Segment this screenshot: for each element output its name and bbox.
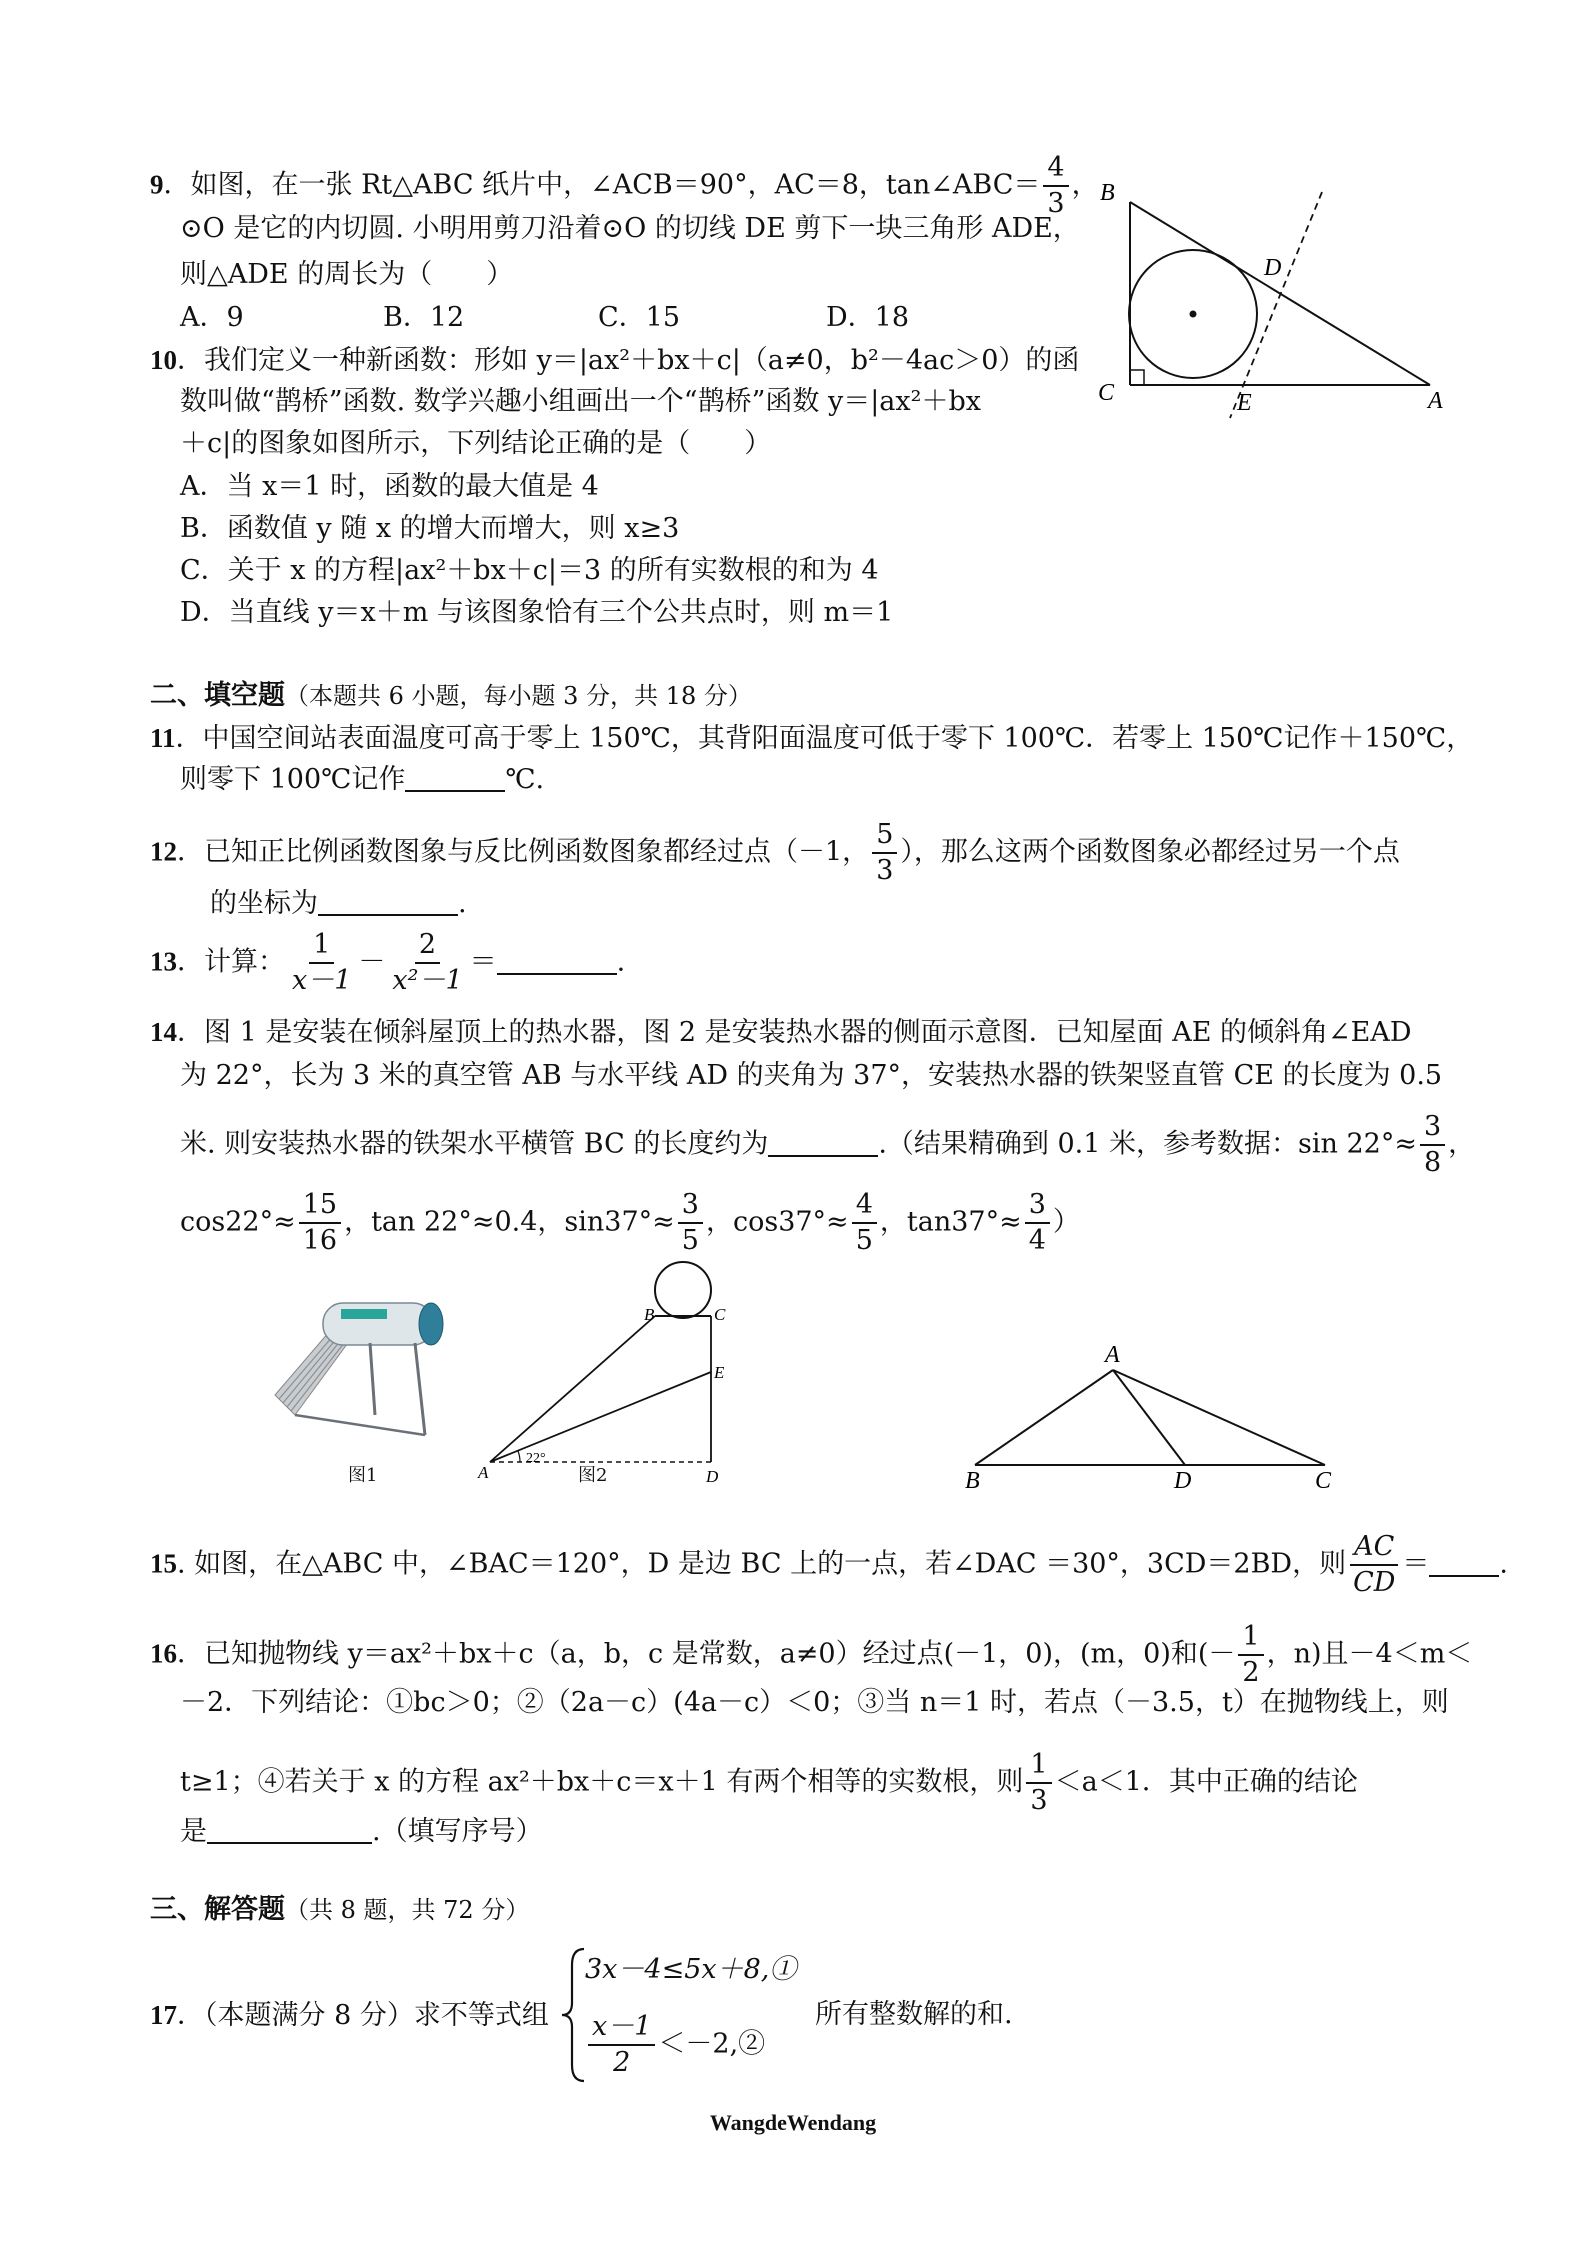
center-o: [1190, 311, 1197, 318]
q9-triangle-figure: [1090, 170, 1470, 420]
q10-option-c: C．关于 x 的方程|ax²＋bx＋c|＝3 的所有实数根的和为 4: [180, 555, 879, 586]
fraction: [852, 1188, 877, 1258]
fraction: [588, 2010, 655, 2080]
angle-arc: [518, 1451, 520, 1462]
question-number: 17: [150, 2000, 177, 2030]
q16-text: 是: [180, 1816, 207, 1847]
q15-text: .: [1499, 1548, 1508, 1580]
fraction-numerator: 3: [1025, 1188, 1050, 1224]
fig1-caption: 图1: [348, 1465, 378, 1486]
q9-text: ．如图，在一张 Rt△ABC 纸片中，∠ACB＝90°，AC＝8，tan∠ABC＝: [163, 169, 1041, 201]
q16-text: ＜a＜1．其中正确的结论: [1054, 1766, 1358, 1798]
fraction-numerator: 15: [299, 1188, 341, 1224]
fraction-denominator: x－1: [292, 965, 352, 996]
q14-text: cos22°≈: [180, 1206, 296, 1238]
q15-text: . 如图，在△ABC 中，∠BAC＝120°，D 是边 BC 上的一点，若∠DAC ＝30°，3CD＝2BD，则: [177, 1548, 1347, 1580]
fraction-numerator: 5: [872, 818, 897, 854]
fraction-numerator: 1: [1026, 1748, 1051, 1784]
q10-line2: 数叫做“鹊桥”函数. 数学兴趣小组画出一个“鹊桥”函数 y＝|ax²＋bx: [180, 386, 981, 417]
q16-text: t≥1；④若关于 x 的方程 ax²＋bx＋c＝x＋1 有两个相等的实数根，则: [180, 1766, 1024, 1798]
q11-line1: [150, 718, 1473, 759]
q12-line2: [210, 884, 467, 924]
q9-line2: ⊙O 是它的内切圆. 小明用剪刀沿着⊙O 的切线 DE 剪下一块三角形 ADE，: [180, 213, 1080, 244]
q14-text: ．图 1 是安装在倾斜屋顶上的热水器，图 2 是安装热水器的侧面示意图．已知屋面 AE 的倾斜角∠EAD: [177, 1017, 1412, 1048]
side-ab: [975, 1370, 1113, 1465]
segment-ad: [1113, 1370, 1185, 1465]
q13-text: .: [616, 946, 626, 978]
fraction-denominator: 16: [302, 1225, 338, 1256]
fraction-numerator: AC: [1350, 1530, 1398, 1566]
question-number: 12: [150, 836, 177, 867]
question-number: 11: [150, 723, 176, 753]
answer-blank[interactable]: [207, 1816, 372, 1844]
q15-line: [150, 1530, 1508, 1600]
question-number: 16: [150, 1638, 177, 1669]
q11-text: ℃.: [505, 764, 545, 795]
inequality-rest: ＜－2,②: [658, 2028, 766, 2060]
q15-triangle-figure: [960, 1340, 1340, 1490]
q12-text: .: [458, 888, 467, 919]
label-a: A: [1105, 1342, 1120, 1368]
question-number: 9: [150, 169, 164, 200]
q9-option-c: C．15: [598, 302, 681, 333]
fraction-denominator: x²－1: [392, 965, 463, 996]
fraction: [1420, 1110, 1445, 1180]
label-d: D: [1264, 255, 1282, 281]
fraction: [299, 1188, 341, 1258]
q10-option-b: B．函数值 y 随 x 的增大而增大，则 x≥3: [180, 513, 680, 544]
page-footer: WangdeWendang: [709, 2110, 877, 2135]
q14-line1: [150, 1012, 1412, 1053]
fraction-denominator: 5: [681, 1225, 699, 1256]
fraction: [1349, 1530, 1399, 1600]
fraction-denominator: CD: [1353, 1567, 1396, 1598]
section-2-heading: [150, 676, 752, 716]
inequality-1: 3x－4≤5x＋8,①: [585, 1954, 797, 1985]
question-number: 10: [150, 345, 177, 375]
q14-text: ，: [1448, 1128, 1476, 1160]
side-ac: [1113, 1370, 1325, 1465]
fraction-numerator: 3: [1420, 1110, 1445, 1146]
answer-blank[interactable]: [405, 764, 505, 792]
answer-blank[interactable]: [1429, 1549, 1499, 1577]
label-a: A: [1428, 388, 1443, 414]
q17-post: 所有整数解的和.: [815, 1999, 1013, 2030]
q16-line2: －2．下列结论：①bc＞0；②（2a－c）(4a－c）＜0；③当 n＝1 时，若点（－3.5，t）在抛物线上，则: [180, 1687, 1449, 1718]
fraction-denominator: 8: [1423, 1147, 1442, 1178]
q12-text: 的坐标为: [210, 888, 318, 919]
section-title: 二、填空题: [150, 680, 285, 711]
q16-text: ．已知抛物线 y＝ax²＋bx＋c（a，b，c 是常数，a≠0）经过点(－1，0)，(m，0)和(－: [177, 1638, 1236, 1670]
answer-blank[interactable]: [318, 888, 458, 916]
q10-text: ．我们定义一种新函数：形如 y＝|ax²＋bx＋c|（a≠0，b²－4ac＞0）的函: [177, 345, 1080, 376]
label-d: D: [706, 1467, 719, 1486]
q14-text: 米. 则安装热水器的铁架水平横管 BC 的长度约为: [180, 1128, 769, 1160]
q10-line1: [150, 340, 1079, 381]
tank-circle: [655, 1262, 711, 1318]
fig2-caption: 图2: [578, 1465, 608, 1486]
q10-line3: ＋c|的图象如图所示，下列结论正确的是（ ）: [180, 428, 772, 459]
q16-text: ，n)且－4＜m＜: [1266, 1638, 1473, 1670]
q16-line3: [180, 1748, 1358, 1818]
fraction-denominator: 3: [1030, 1785, 1048, 1816]
stand-base: [295, 1415, 425, 1435]
q14-text: ，cos37°≈: [705, 1206, 849, 1238]
q11-line2: [180, 760, 544, 800]
fraction-numerator: 2: [415, 928, 440, 964]
fraction: [678, 1188, 703, 1258]
label-d: D: [1174, 1468, 1192, 1490]
q9-option-a: A．9: [180, 302, 244, 333]
q10-option-d: D．当直线 y＝x＋m 与该图象恰有三个公共点时，则 m＝1: [180, 597, 894, 628]
fraction: [1026, 1748, 1051, 1818]
label-c: C: [1098, 380, 1115, 406]
fraction: [1025, 1188, 1050, 1258]
q11-text: 则零下 100℃记作: [180, 764, 406, 795]
right-angle-mark: [1130, 370, 1144, 385]
q17-text: ．（本题满分 8 分）求不等式组: [177, 2000, 549, 2031]
q14-line2: 为 22°，长为 3 米的真空管 AB 与水平线 AD 的夹角为 37°，安装热水器的铁架竖直管 CE 的长度为 0.5: [180, 1060, 1443, 1091]
q15-text: ＝: [1402, 1548, 1430, 1580]
inequality-2: [585, 2010, 765, 2080]
q14-text: ，tan37°≈: [879, 1206, 1022, 1238]
section-3-heading: [150, 1890, 529, 1930]
fraction-denominator: 4: [1028, 1225, 1046, 1256]
label-b: B: [1100, 180, 1115, 206]
q17-line: [150, 1995, 549, 2036]
q14-text: ，tan 22°≈0.4，sin37°≈: [344, 1206, 675, 1238]
label-a: A: [478, 1463, 489, 1482]
line-ab: [490, 1316, 655, 1462]
q10-option-a: A．当 x＝1 时，函数的最大值是 4: [180, 471, 599, 502]
label-c: C: [714, 1305, 726, 1324]
fraction-denominator: 2: [613, 2047, 631, 2078]
angle-label: 22°: [526, 1451, 546, 1466]
fraction: [388, 928, 466, 998]
fraction-numerator: 3: [678, 1188, 703, 1224]
fraction-denominator: 5: [855, 1225, 873, 1256]
fraction-numerator: 4: [852, 1188, 877, 1224]
fraction-numerator: 1: [1238, 1620, 1263, 1656]
section-note: （共 8 题，共 72 分）: [285, 1896, 530, 1924]
question-number: 14: [150, 1017, 177, 1047]
answer-blank[interactable]: [497, 947, 617, 975]
question-number: 13: [150, 946, 177, 977]
q14-line4: [180, 1188, 1080, 1258]
q14-line3: [180, 1110, 1475, 1180]
section-note: （本题共 6 小题，每小题 3 分，共 18 分）: [285, 682, 752, 710]
water-heater-photo: [255, 1285, 455, 1460]
q12-text: ．已知正比例函数图象与反比例函数图象都经过点（－1，: [177, 836, 870, 868]
fraction-numerator: x－1: [588, 2010, 655, 2046]
q13-text: ．计算：: [177, 946, 285, 978]
q9-option-b: B．12: [383, 302, 465, 333]
tank-label: [341, 1309, 387, 1319]
fraction-denominator: 3: [1047, 188, 1065, 219]
fraction: [872, 818, 897, 888]
label-e: E: [714, 1363, 725, 1382]
tank-endcap: [419, 1303, 443, 1345]
fraction: [288, 928, 355, 998]
answer-blank[interactable]: [768, 1129, 878, 1157]
operator: －: [358, 946, 386, 978]
question-number: 15: [150, 1548, 177, 1579]
q14-text: ）: [1052, 1206, 1080, 1238]
q14-text: .（结果精确到 0.1 米，参考数据：sin 22°≈: [878, 1128, 1417, 1160]
q16-line4: [180, 1812, 543, 1852]
q16-line1: [150, 1620, 1472, 1690]
label-b: B: [965, 1468, 980, 1490]
label-c: C: [1315, 1468, 1332, 1490]
stand-leg: [415, 1343, 425, 1435]
operator: ＝: [469, 946, 497, 978]
fraction-denominator: 3: [876, 855, 894, 886]
fraction-numerator: 1: [309, 928, 334, 964]
q16-text: .（填写序号）: [372, 1816, 543, 1847]
fraction-denominator: 2: [1242, 1657, 1260, 1688]
q13-line: [150, 928, 625, 998]
q11-text: ．中国空间站表面温度可高于零上 150℃，其背阳面温度可低于零下 100℃．若零上 150℃记作＋150℃，: [175, 723, 1474, 754]
q9-option-d: D．18: [826, 302, 910, 333]
fraction: [1238, 1620, 1263, 1690]
label-e: E: [1237, 390, 1252, 416]
q9-text: ，: [1071, 169, 1099, 201]
label-b: B: [644, 1305, 655, 1324]
section-title: 三、解答题: [150, 1894, 285, 1925]
line-ae: [490, 1372, 711, 1462]
q12-line1: [150, 818, 1400, 888]
q9-line3: 则△ADE 的周长为（ ）: [180, 259, 514, 290]
q14-side-view-figure: [470, 1250, 740, 1490]
stand-leg: [370, 1343, 375, 1415]
fraction-numerator: 4: [1043, 151, 1068, 187]
q12-text: ），那么这两个函数图象必都经过另一个点: [900, 836, 1400, 868]
